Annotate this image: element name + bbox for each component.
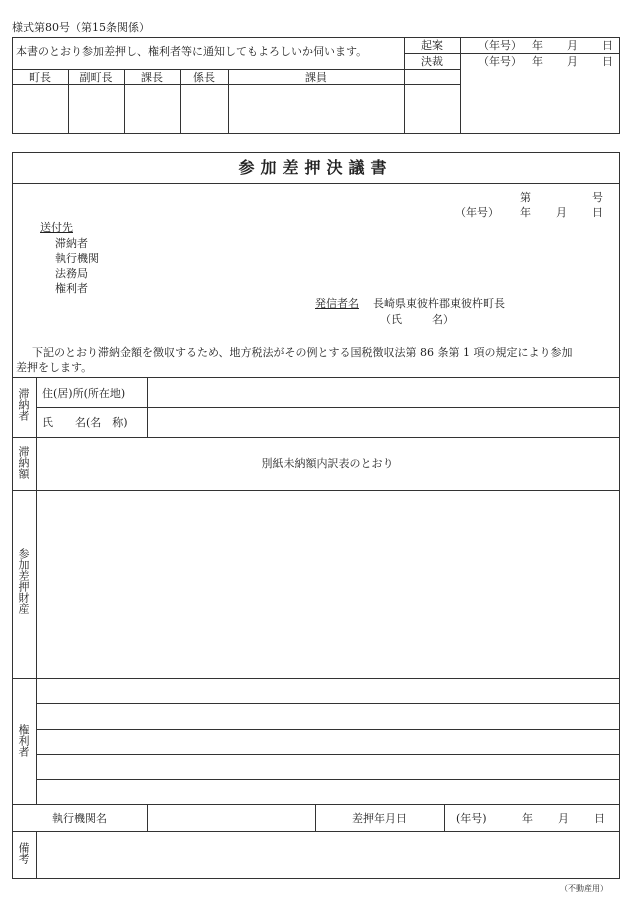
remarks-field[interactable] xyxy=(37,832,618,878)
role-staff: 課員 xyxy=(305,71,327,84)
label-seized-property: 参加差押財産 xyxy=(17,548,30,614)
kian-month: 月 xyxy=(567,39,578,52)
kessai-year: 年 xyxy=(532,55,543,68)
recipient-delinquent: 滞納者 xyxy=(55,237,88,250)
sender-shimei-1: （氏 xyxy=(380,313,402,326)
date-year: 年 xyxy=(520,206,531,219)
seizure-month: 月 xyxy=(558,812,569,825)
recipient-legal-bureau: 法務局 xyxy=(55,267,88,280)
kessai-month: 月 xyxy=(567,55,578,68)
date-nengo: （年号） xyxy=(455,206,499,219)
rights-holder-field-3[interactable] xyxy=(37,730,618,754)
recipients-heading: 送付先 xyxy=(40,221,73,234)
label-delinquent: 滞納者 xyxy=(17,388,30,421)
kessai-nengo: （年号） xyxy=(478,55,522,68)
rights-holder-field-4[interactable] xyxy=(37,755,618,779)
body-text-line1: 下記のとおり滞納金額を徴収するため、地方税法がその例とする国税徴収法第 86 条第 1 項の規定により参加 xyxy=(32,346,573,359)
rights-holder-field-1[interactable] xyxy=(37,679,618,703)
doc-number-go: 号 xyxy=(592,191,603,204)
kian-nengo: （年号） xyxy=(478,39,522,52)
sender-shimei-2: 名） xyxy=(432,313,454,326)
sender-label: 発信者名 xyxy=(315,297,359,310)
label-remarks: 備考 xyxy=(17,842,30,864)
seizure-year: 年 xyxy=(522,812,533,825)
role-deputy-mayor: 副町長 xyxy=(79,71,113,84)
kian-day: 日 xyxy=(602,39,613,52)
label-name: 氏 名(名 称) xyxy=(42,416,128,429)
label-agency-name: 執行機関名 xyxy=(52,812,107,825)
date-month: 月 xyxy=(556,206,567,219)
date-day: 日 xyxy=(592,206,603,219)
address-field[interactable] xyxy=(148,378,618,407)
document-title: 参加差押決議書 xyxy=(238,158,393,177)
role-section-chief: 課長 xyxy=(141,71,163,84)
kessai-label: 決裁 xyxy=(421,55,443,68)
form-id: 様式第80号（第15条関係） xyxy=(12,21,150,34)
delinquent-amount-value: 別紙未納額内訳表のとおり xyxy=(261,457,394,470)
label-address: 住(居)所(所在地) xyxy=(42,387,126,400)
seizure-nengo: (年号) xyxy=(456,812,487,825)
approval-request-text: 本書のとおり参加差押し、権利者等に通知してもよろしいか伺います。 xyxy=(16,45,368,58)
sender-name: 長崎県東彼杵郡東彼杵町長 xyxy=(373,297,505,310)
rights-holder-field-5[interactable] xyxy=(37,780,618,804)
rights-holder-field-2[interactable] xyxy=(37,704,618,729)
label-seizure-date: 差押年月日 xyxy=(352,812,407,825)
doc-number-dai: 第 xyxy=(520,191,531,204)
role-mayor: 町長 xyxy=(29,71,51,84)
label-delinquent-amount: 滞納額 xyxy=(17,446,30,479)
name-field[interactable] xyxy=(148,408,618,437)
role-subsection-chief: 係長 xyxy=(193,71,215,84)
label-rights-holder: 権利者 xyxy=(17,724,30,757)
recipient-agency: 執行機関 xyxy=(55,252,99,265)
kian-year: 年 xyxy=(532,39,543,52)
kian-label: 起案 xyxy=(421,39,443,52)
body-text-line2: 差押をします。 xyxy=(16,361,93,374)
kessai-day: 日 xyxy=(602,55,613,68)
agency-name-field[interactable] xyxy=(148,805,315,831)
footer-note: （不動産用） xyxy=(560,884,608,893)
recipient-rights-holder: 権利者 xyxy=(55,282,88,295)
seizure-day: 日 xyxy=(594,812,605,825)
seized-property-field[interactable] xyxy=(37,491,618,678)
